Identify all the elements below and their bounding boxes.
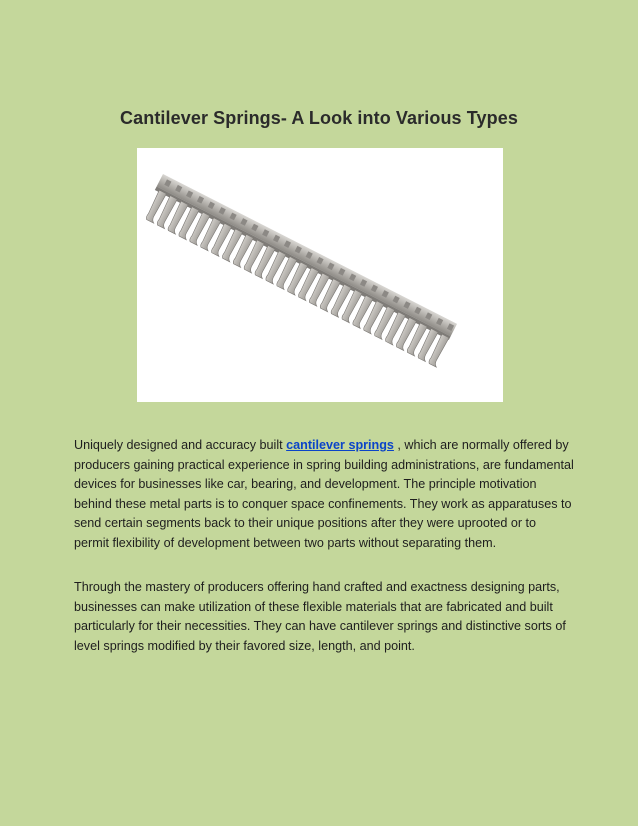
paragraph-2: Through the mastery of producers offering hand crafted and exactness designing parts, businesses can make utilization of these flexible materials that are fabricated and built particularly for their necessities. They can have cantilever springs and distinctive sorts of level springs modified by their favored size, length, and point. xyxy=(74,580,566,653)
spring-photo xyxy=(137,148,503,402)
paragraph-1-text-end: , which are normally offered by producers gaining practical experience in spring building administrations, are fundamental devices for businesses like car, bearing, and development. The principle motivation behind these metal parts is to conquer space confinements. They work as apparatuses to send certain segments back to their unique positions after they were uprooted or to permit flexibility of development between two parts without separating them. xyxy=(74,438,574,550)
document-title: Cantilever Springs- A Look into Various Types xyxy=(120,108,518,129)
cantilever-springs-link[interactable]: cantilever springs xyxy=(286,438,394,452)
paragraph-1 xyxy=(74,436,574,554)
paragraph-1-text-start: Uniquely designed and accuracy built xyxy=(74,438,287,452)
cantilever-spring-strip-icon xyxy=(137,148,503,402)
